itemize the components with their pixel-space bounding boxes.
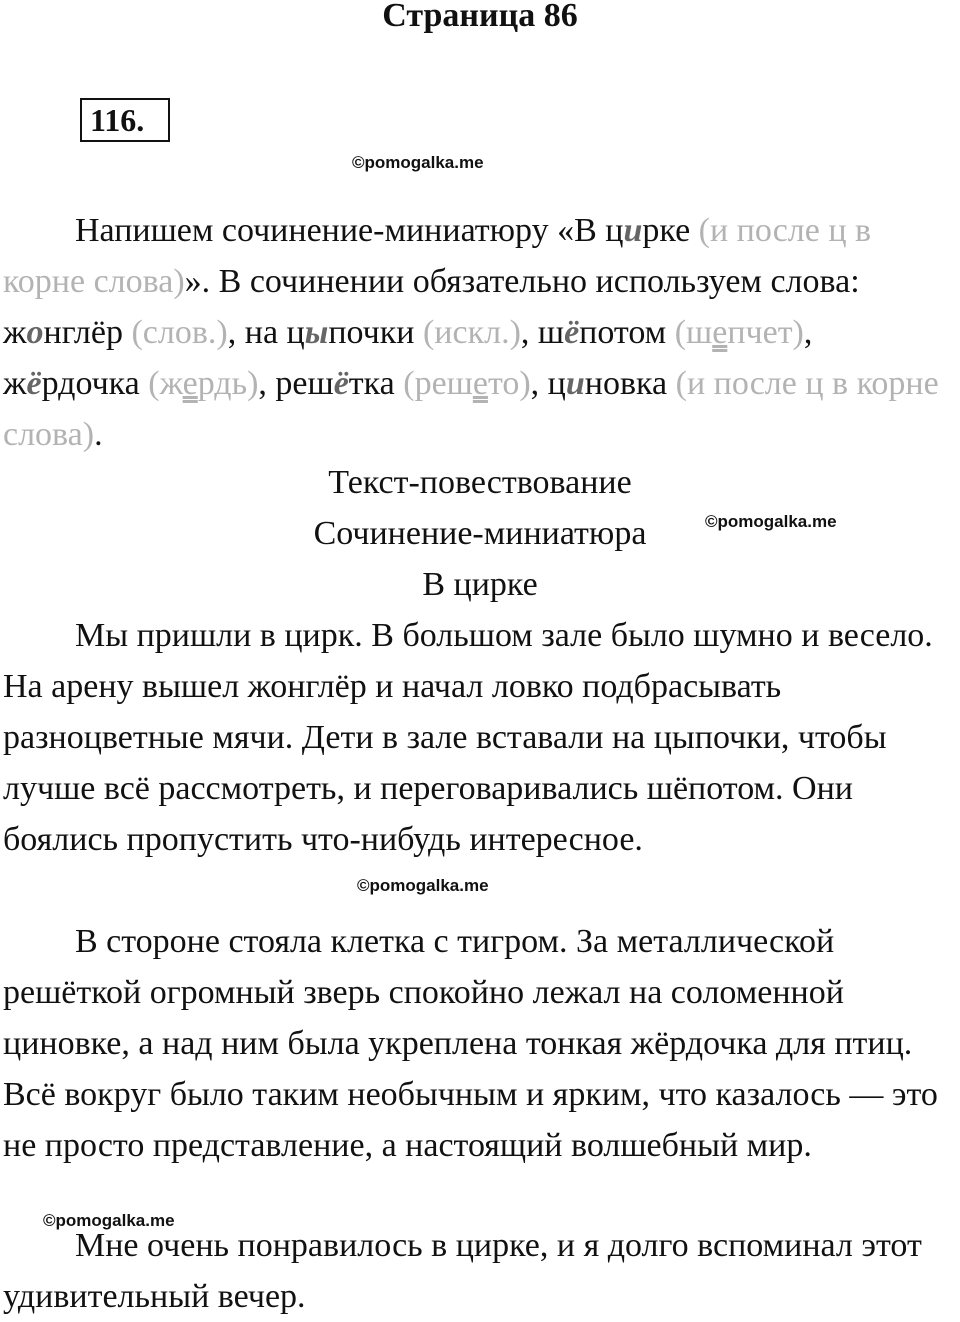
- watermark: ©pomogalka.me: [705, 512, 837, 531]
- page-title: Страница 86: [382, 0, 578, 34]
- intro-paragraph: Напишем сочинение-миниатюру «В цирке (и после ц в корне слова)». В сочинении обязательно используем слова: жонглёр (слов.), на цыпочки (искл.), шёпотом (шепчет), жёрдочка (жердь), решётка (решето), циновка (и после ц в корне слова).: [3, 212, 939, 453]
- watermark: ©pomogalka.me: [357, 876, 489, 895]
- task-number: 116.: [80, 98, 170, 142]
- essay-title: В цирке: [422, 566, 538, 603]
- essay-paragraph-3: Мне очень понравилось в цирке, и я долго вспоминал этот удивительный вечер.: [3, 1227, 922, 1315]
- essay-genre: Сочинение-миниатюра: [313, 515, 647, 552]
- essay-paragraph-1: Мы пришли в цирк. В большом зале было шумно и весело. На арену вышел жонглёр и начал ловко подбрасывать разноцветные мячи. Дети в зале вставали на цыпочки, чтобы лучше всё рассмотреть, и переговаривались шёпотом. Они боялись пропустить что-нибудь интересное.: [3, 617, 933, 858]
- essay-type: Текст-повествование: [328, 464, 632, 501]
- essay-paragraph-2: В стороне стояла клетка с тигром. За металлической решёткой огромный зверь спокойно лежал на соломенной циновке, а над ним была укреплена тонкая жёрдочка для птиц. Всё вокруг было таким необычным и ярким, что казалось — это не просто представление, а настоящий волшебный мир.: [3, 923, 938, 1164]
- watermark: ©pomogalka.me: [43, 1211, 175, 1230]
- watermark: ©pomogalka.me: [352, 153, 484, 172]
